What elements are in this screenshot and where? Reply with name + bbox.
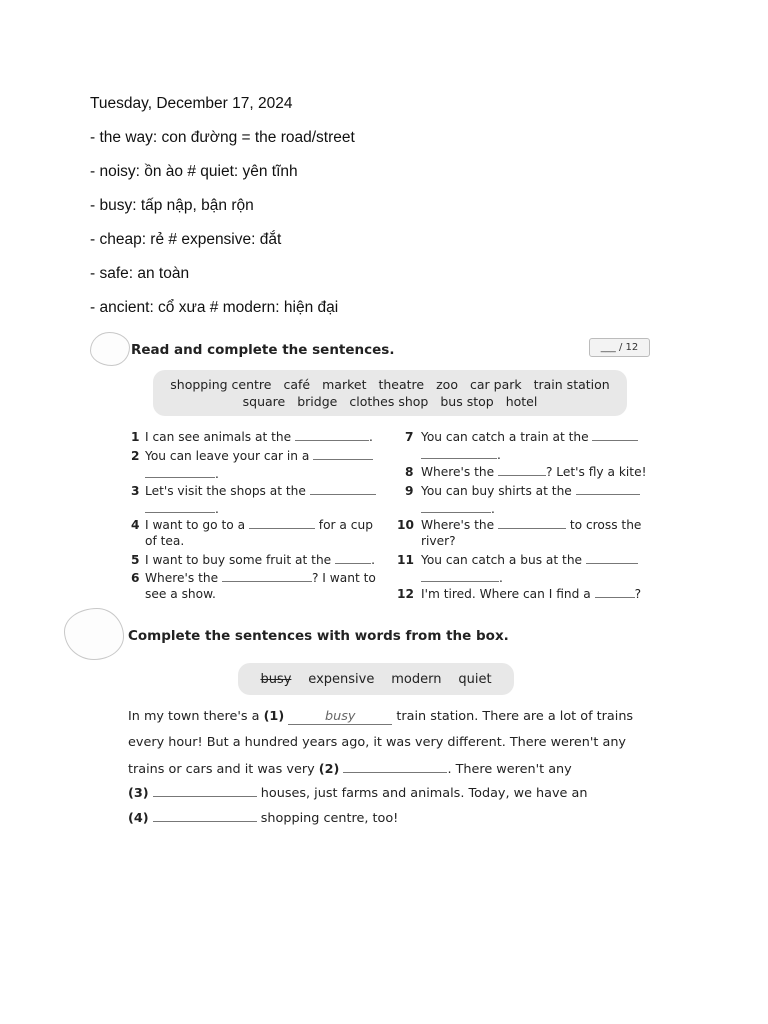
word-box-word: bridge xyxy=(297,394,338,409)
word-box-word: car park xyxy=(469,377,522,392)
word-box-word: square xyxy=(242,394,286,409)
note-line: - noisy: ồn ào # quiet: yên tĩnh xyxy=(90,163,298,180)
word-box-word-used: busy xyxy=(260,671,292,687)
answer-blank[interactable] xyxy=(498,465,546,476)
word-box-word: bus stop xyxy=(440,394,494,409)
word-box-word: train station xyxy=(533,377,610,392)
paragraph-line: every hour! But a hundred years ago, it was very different. There weren't any xyxy=(128,735,626,750)
answer-blank[interactable] xyxy=(153,784,257,797)
note-line: - cheap: rẻ # expensive: đắt xyxy=(90,231,282,248)
answer-blank[interactable] xyxy=(295,430,369,441)
answer-blank[interactable] xyxy=(335,553,371,564)
answer-blank[interactable] xyxy=(310,484,376,495)
word-box-1 xyxy=(153,370,627,416)
answer-blank[interactable] xyxy=(421,448,497,459)
note-line: - busy: tấp nập, bận rộn xyxy=(90,197,254,214)
note-line: - ancient: cổ xưa # modern: hiện đại xyxy=(90,299,339,316)
score-box: ___ / 12 xyxy=(589,338,650,357)
exercise-1-title: Read and complete the sentences. xyxy=(131,342,395,358)
answer-blank[interactable] xyxy=(145,467,215,478)
answer-blank[interactable] xyxy=(595,587,635,598)
word-box-word: expensive xyxy=(308,671,375,687)
exercise-2-title: Complete the sentences with words from the box. xyxy=(128,628,509,644)
answer-blank[interactable] xyxy=(586,553,638,564)
answer-blank[interactable] xyxy=(421,571,499,582)
paragraph-line: (4) shopping centre, too! xyxy=(128,811,399,826)
answer-blank[interactable] xyxy=(249,518,315,529)
word-box-word: shopping centre xyxy=(170,377,272,392)
answer-blank[interactable] xyxy=(343,760,447,773)
answer-blank[interactable] xyxy=(576,484,640,495)
answer-blank[interactable] xyxy=(592,430,638,441)
answer-blank[interactable] xyxy=(498,518,566,529)
word-box-word: market xyxy=(322,377,367,392)
paragraph-line: trains or cars and it was very (2) . There weren't any xyxy=(128,762,572,777)
word-box-word: clothes shop xyxy=(349,394,429,409)
exercise-number-blob xyxy=(64,608,124,660)
word-box-2 xyxy=(238,663,514,695)
word-box-word: café xyxy=(283,377,311,392)
example-answer: busy xyxy=(288,709,392,725)
answer-blank[interactable] xyxy=(145,502,215,513)
answer-blank[interactable] xyxy=(421,502,491,513)
worksheet-page: Tuesday, December 17, 2024 - the way: con đường = the road/street - noisy: ồn ào # quiet: yên tĩnh - busy: tấp nập, bận rộn - cheap: rẻ # expensive: đắt - safe: an toàn - ancient: cổ xưa # modern: hiện đại Read and complete the sentences. ___ / 12 shopping centre café market theatre zoo car park train station square bridge clothes shop bus stop hotel 1 I can see animals at the . 2 You can leave your car in a . 3 Let's visit the shops at the . 4 I want to go to a for a cup of tea. 5 I want to buy some fruit at the . 6 Where's the ? I want to see a show. 7 You can catch a train at the . 8 Where's the ? Let's fly a kite! 9 You can buy shirts at the . 10 Where's the to cross the river? 11 You can catch a bus at the . 12 I'm tired. Where can I find a ? Complete the sentences with words from the box. busy expensive modern quiet In my town there's a (1) busy train station. There are a lot of trains every hour! But a hundred years ago, it was very different. There weren't any trains or cars and it was very (2) . There weren't any (3) houses, just farms and animals. Today, we have an (4) shopping centre, too! xyxy=(0,0,768,1024)
paragraph-line: In my town there's a (1) busy train station. There are a lot of trains xyxy=(128,709,634,724)
exercise-number-blob xyxy=(90,332,130,366)
word-box-word: modern xyxy=(391,671,442,687)
word-box-word: hotel xyxy=(505,394,538,409)
word-box-word: theatre xyxy=(378,377,425,392)
note-date: Tuesday, December 17, 2024 xyxy=(90,95,293,112)
answer-blank[interactable] xyxy=(313,449,373,460)
note-line: - safe: an toàn xyxy=(90,265,190,282)
handwritten-notes xyxy=(90,92,355,330)
answer-blank[interactable] xyxy=(153,809,257,822)
note-line: - the way: con đường = the road/street xyxy=(90,129,355,146)
answer-blank[interactable] xyxy=(222,571,312,582)
word-box-word: zoo xyxy=(436,377,458,392)
word-box-word: quiet xyxy=(458,671,492,687)
paragraph-line: (3) houses, just farms and animals. Today, we have an xyxy=(128,786,588,801)
